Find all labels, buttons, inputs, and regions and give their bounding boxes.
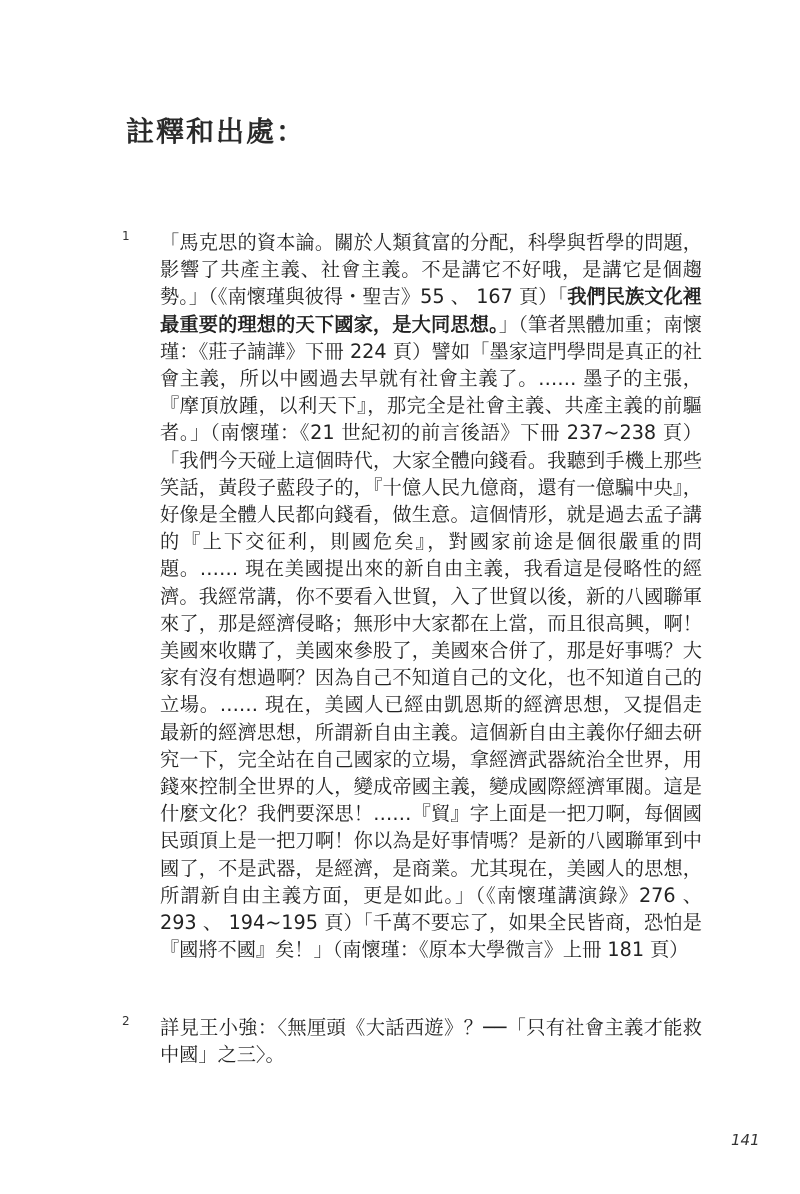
footnote-text — [160, 229, 702, 963]
footnote-text-part: 「馬克思的資本論。關於人類貧富的分配，科學與哲學的問題，影響了共產主義、社會主義。不是講它不好哦，是講它是個趨勢。」（《南懷瑾與彼得・聖吉》55 、 167 頁）「 — [160, 231, 702, 309]
page-number: 141 — [731, 1131, 760, 1149]
footnote-text: 詳見王小強：〈無厘頭《大話西遊》？──「只有社會主義才能救中國」之三〉。 — [160, 1016, 702, 1067]
page-title: 註釋和出處： — [126, 115, 307, 148]
bold-emphasis: 我們民族文化裡最重要的理想的天下國家，是大同思想。 — [160, 285, 702, 336]
footnote-number: 2 — [122, 1014, 130, 1028]
footnote-2 — [122, 1014, 702, 1068]
footnote-number: 1 — [122, 229, 130, 243]
footnote-1 — [122, 229, 702, 963]
footnote-text-part: 」（筆者黑體加重；南懷瑾：《莊子諵譁》下冊 224 頁）譬如「墨家這門學問是真正的社會主義，所以中國過去早就有社會主義了。…… 墨子的主張，『摩頂放踵，以利天下』，那完全是社會主義、共產主義的前驅者。」（南懷瑾：《21 世紀初的前言後語》下冊 237~238 頁）「我們今天碰上這個時代，大家全體向錢看。我聽到手機上那些笑話，黃段子藍段子的，『十億人民九億商，還有一億騙中央』，好像是全體人民都向錢看，做生意。這個情形，就是過去孟子講的『上下交征利，則國危矣』，對國家前途是個很嚴重的問題。…… 現在美國提出來的新自由主義，我看這是侵略性的經濟。我經常講，你不要看入世貿，入了世貿以後，新的八國聯軍來了，那是經濟侵略；無形中大家都在上當，而且很高興，啊！美國來收購了，美國來參股了，美國來合併了，那是好事嗎？大家有沒有想過啊？因為自己不知道自己的文化，也不知道自己的立場。…… 現在，美國人已經由凱恩斯的經濟思想，又提倡走最新的經濟思想，所謂新自由主義。這個新自由主義你仔細去研究一下，完全站在自己國家的立場，拿經濟武器統治全世界，用錢來控制全世界的人，變成帝國主義，變成國際經濟軍閥。這是什麼文化？我們要深思！……『貿』字上面是一把刀啊，每個國民頭頂上是一把刀啊！你以為是好事情嗎？是新的八國聯軍到中國了，不是武器，是經濟，是商業。尤其現在，美國人的思想，所謂新自由主義方面，更是如此。」（《南懷瑾講演錄》276 、 293 、 194~195 頁）「千萬不要忘了，如果全民皆商，恐怕是『國將不國』矣！」（南懷瑾：《原本大學微言》上冊 181 頁） — [160, 312, 702, 962]
